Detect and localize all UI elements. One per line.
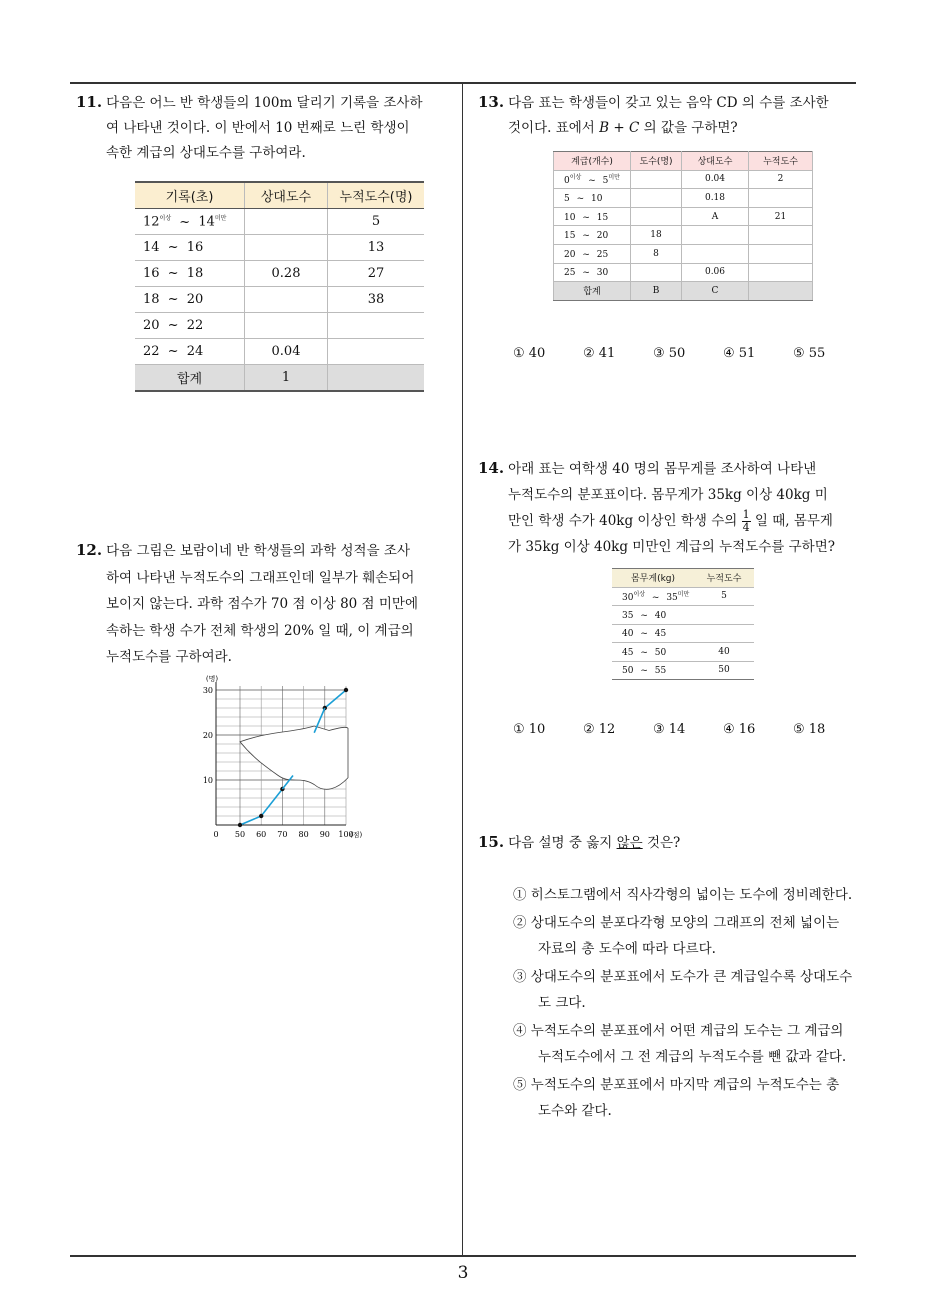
q13-frequency-table (553, 151, 813, 301)
class-interval: 20 ~ 25 (554, 244, 631, 263)
question-14 (478, 455, 863, 560)
q14-choices (513, 722, 863, 737)
total-frequency: B (631, 282, 682, 301)
question-text: 것은? (642, 835, 681, 851)
x-tick-label: 80 (298, 830, 309, 839)
cumulative-frequency (749, 189, 813, 208)
class-interval: 5 ~ 10 (554, 189, 631, 208)
question-text-line: 속하는 학생 수가 전체 학생의 20% 일 때, 이 계급의 (106, 622, 414, 639)
cumulative-frequency: 27 (328, 261, 425, 287)
choice[interactable]: ② 12 (583, 722, 616, 737)
table-header: 몸무게(kg) (612, 569, 694, 588)
choice[interactable]: ③ 50 (653, 346, 686, 361)
relative-frequency (245, 313, 328, 339)
relative-frequency (245, 235, 328, 261)
relative-frequency: 0.18 (682, 189, 749, 208)
table-row (612, 624, 754, 643)
table-row (554, 207, 813, 226)
class-interval: 10 ~ 15 (554, 207, 631, 226)
cumulative-frequency: 5 (694, 587, 754, 606)
relative-frequency: 0.04 (245, 339, 328, 365)
class-interval: 40 ~ 45 (612, 624, 694, 643)
cumulative-frequency: 2 (749, 170, 813, 189)
question-text-line: 의 값을 구하면? (639, 120, 738, 136)
cumulative-frequency: 13 (328, 235, 425, 261)
class-interval: 22 ~ 24 (135, 339, 245, 365)
table-header: 상대도수 (245, 182, 328, 209)
bottom-rule (70, 1255, 856, 1257)
y-tick-label: 20 (202, 731, 213, 740)
cumulative-frequency-chart (200, 672, 365, 842)
x-axis-label: (점) (350, 831, 363, 839)
x-tick-label: 60 (256, 830, 267, 839)
table-row (135, 287, 424, 313)
table-row (135, 261, 424, 287)
q14-cumulative-table (612, 568, 754, 680)
choice[interactable]: ② 41 (583, 346, 616, 361)
question-text-line: 하여 나타낸 누적도수의 그래프인데 일부가 훼손되어 (106, 569, 415, 586)
fraction-denominator: 4 (742, 521, 750, 534)
question-number: 11. (76, 93, 103, 111)
question-text-line: 누적도수를 구하여라. (106, 649, 232, 665)
table-row (612, 661, 754, 680)
class-interval: 14 ~ 16 (135, 235, 245, 261)
q13-choices (513, 346, 863, 361)
x-tick-label: 90 (319, 830, 330, 839)
table-row (554, 189, 813, 208)
table-header: 상대도수 (682, 152, 749, 171)
question-text-line: 다음은 어느 반 학생들의 100m 달리기 기록을 조사하 (106, 95, 423, 111)
page-number: 3 (457, 1263, 469, 1283)
total-cumulative (328, 365, 425, 392)
choice[interactable]: ③ 14 (653, 722, 686, 737)
choice[interactable]: ① 히스토그램에서 직사각형의 넓이는 도수에 정비례한다. (513, 887, 853, 903)
class-interval: $30^{이상}$ ~ $35^{미만}$ (612, 587, 694, 606)
table-row (135, 235, 424, 261)
cumulative-frequency: 50 (694, 661, 754, 680)
question-13 (478, 90, 863, 141)
total-label: 합계 (135, 365, 245, 392)
table-header: 누적도수 (749, 152, 813, 171)
question-12 (76, 537, 461, 671)
class-interval: 50 ~ 55 (612, 661, 694, 680)
relative-frequency (682, 226, 749, 245)
choice[interactable]: ③ 상대도수의 분포표에서 도수가 큰 계급일수록 상대도수도 크다. (513, 969, 853, 1011)
table-row (612, 643, 754, 662)
class-interval: 45 ~ 50 (612, 643, 694, 662)
x-tick-label: 100 (338, 830, 354, 839)
choice[interactable]: ④ 16 (723, 722, 756, 737)
table-row (612, 606, 754, 625)
choice[interactable]: ① 40 (513, 346, 546, 361)
question-number: 13. (478, 93, 505, 111)
cumulative-frequency: 5 (328, 209, 425, 235)
table-row (554, 244, 813, 263)
total-relative-frequency: 1 (245, 365, 328, 392)
x-tick-label: 0 (213, 830, 219, 839)
table-header: 계급(개수) (554, 152, 631, 171)
fraction (742, 509, 751, 534)
class-interval: 20 ~ 22 (135, 313, 245, 339)
relative-frequency: A (682, 207, 749, 226)
question-number: 12. (76, 541, 103, 559)
choice[interactable]: ④ 누적도수의 분포표에서 어떤 계급의 도수는 그 계급의 누적도수에서 그 전 계급의 누적도수를 뺀 값과 같다. (513, 1023, 847, 1065)
table-header: 누적도수(명) (328, 182, 425, 209)
relative-frequency (245, 287, 328, 313)
cumulative-frequency (749, 263, 813, 282)
frequency (631, 189, 682, 208)
question-text-line: 속한 계급의 상대도수를 구하여라. (106, 145, 306, 161)
question-text-line: 가 35kg 이상 40kg 미만인 계급의 누적도수를 구하면? (508, 539, 835, 555)
q15-choices (513, 882, 853, 1126)
class-interval: 35 ~ 40 (612, 606, 694, 625)
table-row (554, 226, 813, 245)
frequency (631, 263, 682, 282)
fraction-numerator: 1 (742, 508, 750, 521)
table-row (135, 365, 424, 392)
class-interval: 15 ~ 20 (554, 226, 631, 245)
x-tick-label: 70 (277, 830, 288, 839)
frequency (631, 170, 682, 189)
table-row (554, 170, 813, 189)
total-cumulative (749, 282, 813, 301)
cumulative-frequency (328, 339, 425, 365)
total-label: 합계 (554, 282, 631, 301)
table-header: 도수(명) (631, 152, 682, 171)
question-text-line: 보이지 않는다. 과학 점수가 70 점 이상 80 점 미만에 (106, 596, 419, 612)
frequency: 18 (631, 226, 682, 245)
data-point (259, 814, 263, 818)
table-row (554, 263, 813, 282)
cumulative-frequency: 40 (694, 643, 754, 662)
class-interval: $12^{이상}$ ~ $14^{미만}$ (135, 209, 245, 235)
choice[interactable]: ⑤ 누적도수의 분포표에서 마지막 계급의 누적도수는 총 도수와 같다. (513, 1077, 840, 1119)
relative-frequency: 0.06 (682, 263, 749, 282)
table-row (612, 587, 754, 606)
question-text-line: 다음 그림은 보람이네 반 학생들의 과학 성적을 조사 (106, 543, 411, 559)
class-interval: 25 ~ 30 (554, 263, 631, 282)
data-point (344, 688, 348, 692)
y-tick-label: 10 (202, 776, 213, 785)
table-row (135, 313, 424, 339)
table-row (554, 282, 813, 301)
question-number: 14. (478, 459, 505, 477)
data-point (238, 823, 242, 827)
cumulative-frequency (749, 226, 813, 245)
q11-frequency-table (135, 181, 424, 392)
relative-frequency: 0.28 (245, 261, 328, 287)
y-axis-label: (명) (205, 675, 219, 683)
class-interval: 18 ~ 20 (135, 287, 245, 313)
question-number: 15. (478, 833, 505, 851)
cumulative-frequency (328, 313, 425, 339)
question-text-line: 다음 표는 학생들이 갖고 있는 음악 CD 의 수를 조사한 (508, 95, 829, 111)
cumulative-frequency (694, 606, 754, 625)
question-text-line: 여 나타낸 것이다. 이 반에서 10 번째로 느린 학생이 (106, 120, 410, 136)
table-row (135, 339, 424, 365)
question-text-line: 만인 학생 수가 40kg 이상인 학생 수의 (508, 513, 742, 529)
class-interval: $0^{이상}$ ~ $5^{미만}$ (554, 170, 631, 189)
choice[interactable]: ① 10 (513, 722, 546, 737)
choice[interactable]: ② 상대도수의 분포다각형 모양의 그래프의 전체 넓이는 자료의 총 도수에 따라 다르다. (513, 915, 840, 957)
choice[interactable]: ⑤ 55 (793, 346, 826, 361)
y-tick-label: 30 (202, 686, 213, 695)
question-text-line: 누적도수의 분포표이다. 몸무게가 35kg 이상 40kg 미 (508, 487, 828, 503)
question-text-line: 것이다. 표에서 (508, 120, 600, 136)
table-row (135, 209, 424, 235)
top-rule (70, 82, 856, 84)
relative-frequency (245, 209, 328, 235)
table-header: 기록(초) (135, 182, 245, 209)
math-expression: B + C (599, 120, 640, 136)
relative-frequency (682, 244, 749, 263)
question-15 (478, 830, 863, 856)
column-divider (462, 82, 463, 1257)
cumulative-frequency: 38 (328, 287, 425, 313)
frequency (631, 207, 682, 226)
x-tick-label: 50 (234, 830, 246, 839)
class-interval: 16 ~ 18 (135, 261, 245, 287)
underlined-word: 않은 (616, 835, 643, 851)
choice[interactable]: ⑤ 18 (793, 722, 826, 737)
relative-frequency: 0.04 (682, 170, 749, 189)
frequency: 8 (631, 244, 682, 263)
question-11 (76, 90, 461, 166)
choice[interactable]: ④ 51 (723, 346, 756, 361)
total-relative-frequency: C (682, 282, 749, 301)
cumulative-frequency: 21 (749, 207, 813, 226)
cumulative-frequency (749, 244, 813, 263)
question-text-line: 일 때, 몸무게 (750, 513, 833, 529)
question-text-line: 아래 표는 여학생 40 명의 몸무게를 조사하여 나타낸 (508, 461, 817, 477)
question-text: 다음 설명 중 옳지 (508, 835, 617, 851)
table-header: 누적도수 (694, 569, 754, 588)
cumulative-frequency (694, 624, 754, 643)
